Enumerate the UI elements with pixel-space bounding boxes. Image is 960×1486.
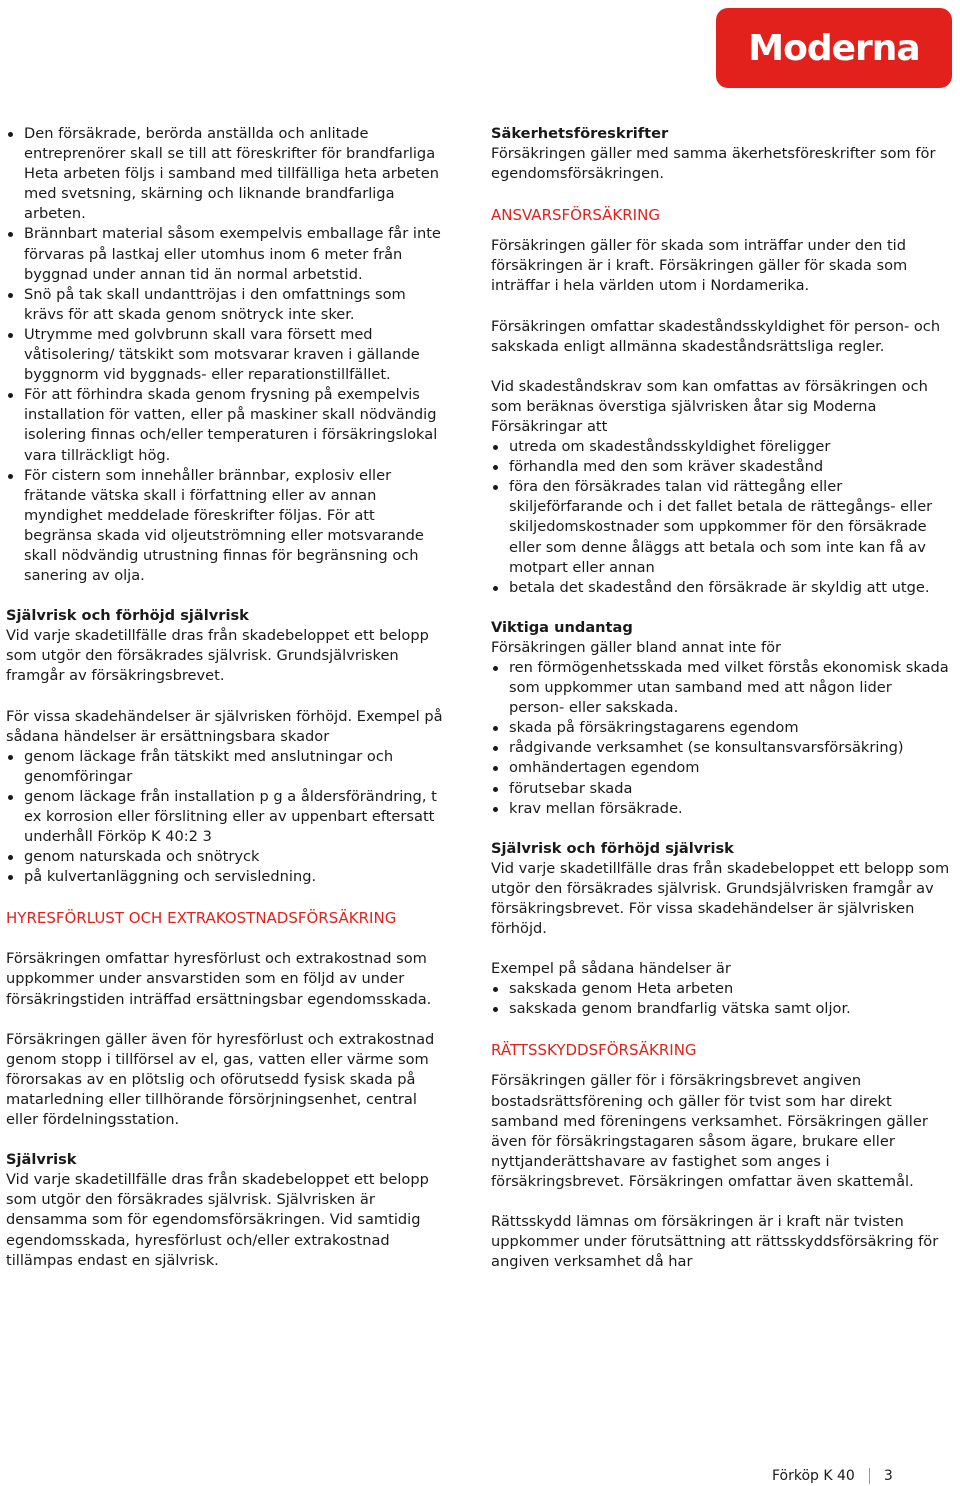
- right-column: [491, 124, 951, 1272]
- moderna-logo: [716, 8, 952, 88]
- list-item: sakskada genom brandfarlig vätska samt oljor.: [491, 999, 951, 1019]
- example-bullet-list: [491, 979, 951, 1019]
- exceptions-bullet-list: [491, 658, 951, 819]
- list-item: Utrymme med golvbrunn skall vara försett med våtisolering/ tätskikt som motsvarar kraven i gällande byggnorm vid byggnads- eller reparationstillfället.: [6, 325, 446, 385]
- list-item: föra den försäkrades talan vid rättegång eller skiljeförfarande och i det fallet betala de rättegångs- eller skiljedomskostnader som uppkommer för den försäkrade eller som denne åläggs att betala och som inte kan få av motpart eller annan: [491, 477, 951, 577]
- section-heading: Säkerhetsföreskrifter: [491, 125, 669, 142]
- paragraph: Vid varje skadetillfälle dras från skadebeloppet ett belopp som utgör den försäkrades självrisk. Grundsjälvrisken framgår av försäkringsbrevet.: [6, 627, 429, 685]
- paragraph: Försäkringen omfattar skadeståndsskyldighet för person- och sakskada enligt allmänna skadeståndsrättsliga regler.: [491, 317, 941, 355]
- list-item: förutsebar skada: [491, 779, 951, 799]
- page-number: 3: [883, 1468, 893, 1484]
- paragraph: Försäkringen gäller för i försäkringsbrevet angiven bostadsrättsförening och gäller för tvist som har direkt samband med föreningens verksamhet. Försäkringen gäller även för försäkringstagaren såsom ägare, brukare eller nyttjanderättshavare av fastighet som anges i försäkringsbrevet. Försäkringen omfattar även skattemål.: [491, 1072, 928, 1190]
- paragraph: Vid varje skadetillfälle dras från skadebeloppet ett belopp som utgör den försäkrades självrisk. Självrisken är densamma som för egendomsförsäkringen. Vid samtidig egendomsskada, hyresförlust och/eller extrakostnad tillämpas endast en självrisk.: [6, 1171, 429, 1269]
- section-heading-red: HYRESFÖRLUST OCH EXTRAKOSTNADSFÖRSÄKRING: [6, 909, 397, 928]
- section-heading: Viktiga undantag: [491, 618, 633, 636]
- list-item: förhandla med den som kräver skadestånd: [491, 457, 951, 477]
- liability-bullet-list: [491, 437, 951, 598]
- paragraph: Försäkringen gäller även för hyresförlust och extrakostnad genom stopp i tillförsel av el, gas, vatten eller värme som förorsakas av en plötslig och oförutsedd fysisk skada på matarledning eller tillhörande försörjningsenhet, central eller fördelningsstation.: [6, 1030, 435, 1129]
- paragraph: Försäkringen gäller bland annat inte för: [491, 638, 782, 656]
- paragraph: Försäkringen omfattar hyresförlust och extrakostnad som uppkommer under ansvarstiden som en följd av under försäkringstiden inträffad ersättningsbar egendomsskada.: [6, 950, 432, 1008]
- list-item: genom naturskada och snötryck: [6, 847, 446, 867]
- list-item: Snö på tak skall undanttröjas i den omfattnings som krävs för att skada genom snötryck inte sker.: [6, 285, 446, 325]
- section-heading: Självrisk och förhöjd självrisk: [6, 607, 249, 625]
- section-heading-red: ANSVARSFÖRSÄKRING: [491, 206, 660, 225]
- list-item: omhändertagen egendom: [491, 758, 951, 778]
- list-item: genom läckage från installation p g a åldersförändring, t ex korrosion eller förslitning eller av uppenbart eftersatt underhåll Förköp K 40:2 3: [6, 787, 446, 847]
- list-item: sakskada genom Heta arbeten: [491, 979, 951, 999]
- paragraph: Rättsskydd lämnas om försäkringen är i kraft när tvisten uppkommer under förutsättning att rättsskyddsförsäkring för angiven verksamhet då har: [491, 1213, 939, 1271]
- page-footer: [772, 1468, 893, 1484]
- list-item: För cistern som innehåller brännbar, explosiv eller frätande vätska skall i författning eller av annan myndighet meddelade föreskrifter följas. För att begränsa skada vid oljeutströmning eller motsvarande skall nödvändig utrustning finnas för begränsning och sanering av olja.: [6, 466, 446, 587]
- list-item: ren förmögenhetsskada med vilket förstås ekonomisk skada som uppkommer utan samband med att någon lider person- eller sakskada.: [491, 658, 951, 718]
- damage-bullet-list: [6, 747, 446, 888]
- list-item: genom läckage från tätskikt med anslutningar och genomföringar: [6, 747, 446, 787]
- list-item: rådgivande verksamhet (se konsultansvarsförsäkring): [491, 738, 951, 758]
- logo-text: Moderna: [748, 27, 920, 69]
- paragraph: Exempel på sådana händelser är: [491, 960, 731, 978]
- paragraph: Vid skadeståndskrav som kan omfattas av försäkringen och som beräknas överstiga självrisken åtar sig Moderna Försäkringar att: [491, 377, 928, 435]
- paragraph: För vissa skadehändelser är självrisken förhöjd. Exempel på sådana händelser är ersättningsbara skador: [6, 707, 443, 745]
- paragraph: Vid varje skadetillfälle dras från skadebeloppet ett belopp som utgör den försäkrades självrisk. Grundsjälvrisken framgår av försäkringsbrevet. För vissa skadehändelser är självrisken förhöjd.: [491, 859, 950, 938]
- list-item: skada på försäkringstagarens egendom: [491, 718, 951, 738]
- document-code: Förköp K 40: [772, 1468, 855, 1484]
- section-heading: Självrisk: [6, 1151, 77, 1169]
- paragraph: Försäkringen gäller med samma äkerhetsföreskrifter som för egendomsförsäkringen.: [491, 145, 936, 183]
- list-item: krav mellan försäkrade.: [491, 799, 951, 819]
- list-item: på kulvertanläggning och servisledning.: [6, 867, 446, 887]
- list-item: betala det skadestånd den försäkrade är skyldig att utge.: [491, 578, 951, 598]
- list-item: Brännbart material såsom exempelvis emballage får inte förvaras på lastkaj eller utomhus inom 6 meter från byggnad under annan tid än normal arbetstid.: [6, 224, 446, 284]
- left-column: [6, 124, 446, 1271]
- paragraph: Försäkringen gäller för skada som inträffar under den tid försäkringen är i kraft. Försäkringen gäller för skada som inträffar i hela världen utom i Nordamerika.: [491, 237, 908, 295]
- section-heading-red: RÄTTSSKYDDSFÖRSÄKRING: [491, 1041, 697, 1060]
- list-item: För att förhindra skada genom frysning på exempelvis installation för vatten, eller på maskiner skall nödvändig isolering finnas och/eller temperaturen i försäkringslokal vara tillräckligt hög.: [6, 385, 446, 465]
- footer-divider: [869, 1468, 870, 1484]
- section-heading: Självrisk och förhöjd självrisk: [491, 839, 734, 857]
- safety-bullet-list: [6, 124, 446, 586]
- list-item: utreda om skadeståndsskyldighet föreligger: [491, 437, 951, 457]
- list-item: Den försäkrade, berörda anställda och anlitade entreprenörer skall se till att föreskrifter för brandfarliga Heta arbeten följs i samband med tillfälliga heta arbeten med svetsning, skärning och liknande brandfarliga arbeten.: [6, 124, 446, 224]
